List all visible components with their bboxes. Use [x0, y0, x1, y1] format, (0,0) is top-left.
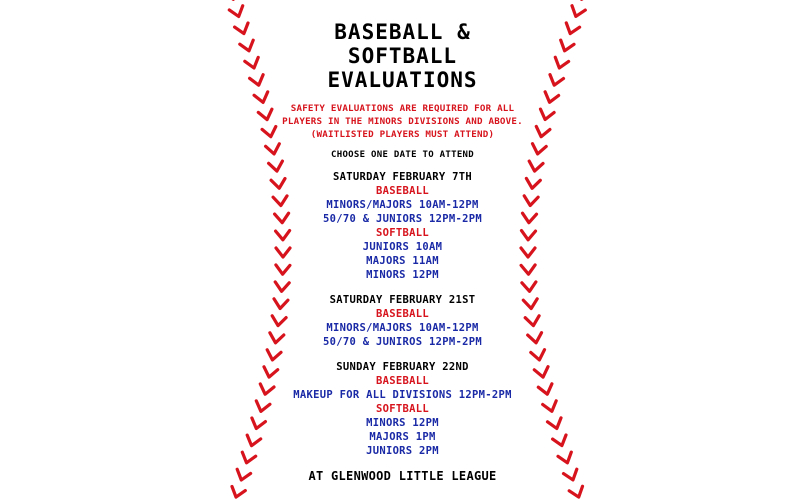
stitch-mark [561, 40, 574, 51]
time-slot: MINORS/MAJORS 10AM-12PM [326, 199, 479, 211]
sport-label-softball: SOFTBALL [376, 227, 429, 239]
flyer-content [250, 14, 555, 482]
notice-line: SAFETY EVALUATIONS ARE REQUIRED FOR ALL [290, 103, 515, 114]
time-slot: 50/70 & JUNIROS 12PM-2PM [323, 336, 482, 348]
notice-line: PLAYERS IN THE MINORS DIVISIONS AND ABOVE. [282, 116, 523, 127]
sport-label-baseball: BASEBALL [376, 308, 429, 320]
title-line: SOFTBALL [347, 44, 458, 68]
time-slot: MINORS/MAJORS 10AM-12PM [326, 322, 479, 334]
choose-date-heading: CHOOSE ONE DATE TO ATTEND [331, 150, 474, 160]
time-slot: JUNIORS 10AM [362, 241, 443, 253]
date-block-feb-21 [250, 293, 555, 349]
stitch-mark [564, 469, 577, 480]
flyer-title [250, 20, 555, 92]
title-line: BASEBALL & [334, 20, 471, 44]
time-slot: MINORS 12PM [366, 417, 439, 429]
sport-label-baseball: BASEBALL [376, 185, 429, 197]
stitch-mark [232, 487, 245, 498]
time-slot: MAKEUP FOR ALL DIVISIONS 12PM-2PM [293, 389, 512, 401]
location-footer: AT GLENWOOD LITTLE LEAGUE [308, 469, 497, 483]
spacer [250, 282, 555, 293]
time-slot: MINORS 12PM [366, 269, 439, 281]
date-heading: SATURDAY FEBRUARY 7TH [332, 171, 473, 183]
stitch-mark [229, 6, 242, 17]
date-block-feb-7 [250, 170, 555, 282]
sport-label-softball: SOFTBALL [376, 403, 429, 415]
stitch-mark [569, 486, 582, 497]
stitch-mark [566, 23, 579, 34]
time-slot: MAJORS 1PM [369, 431, 436, 443]
stitch-mark [237, 469, 250, 480]
time-slot: JUNIORS 2PM [366, 445, 439, 457]
notice-line: (WAITLISTED PLAYERS MUST ATTEND) [310, 129, 495, 140]
date-block-feb-22 [250, 360, 555, 458]
stitch-mark [235, 23, 248, 34]
date-heading: SATURDAY FEBRUARY 21ST [329, 294, 476, 306]
sport-label-baseball: BASEBALL [376, 375, 429, 387]
title-line: EVALUATIONS [327, 68, 478, 92]
stitch-mark [572, 6, 585, 17]
spacer [250, 349, 555, 360]
stitch-mark [558, 452, 571, 463]
stitch-mark [555, 57, 568, 68]
safety-notice [250, 102, 555, 141]
time-slot: 50/70 & JUNIORS 12PM-2PM [323, 213, 482, 225]
date-heading: SUNDAY FEBRUARY 22ND [336, 361, 469, 373]
time-slot: MAJORS 11AM [366, 255, 439, 267]
